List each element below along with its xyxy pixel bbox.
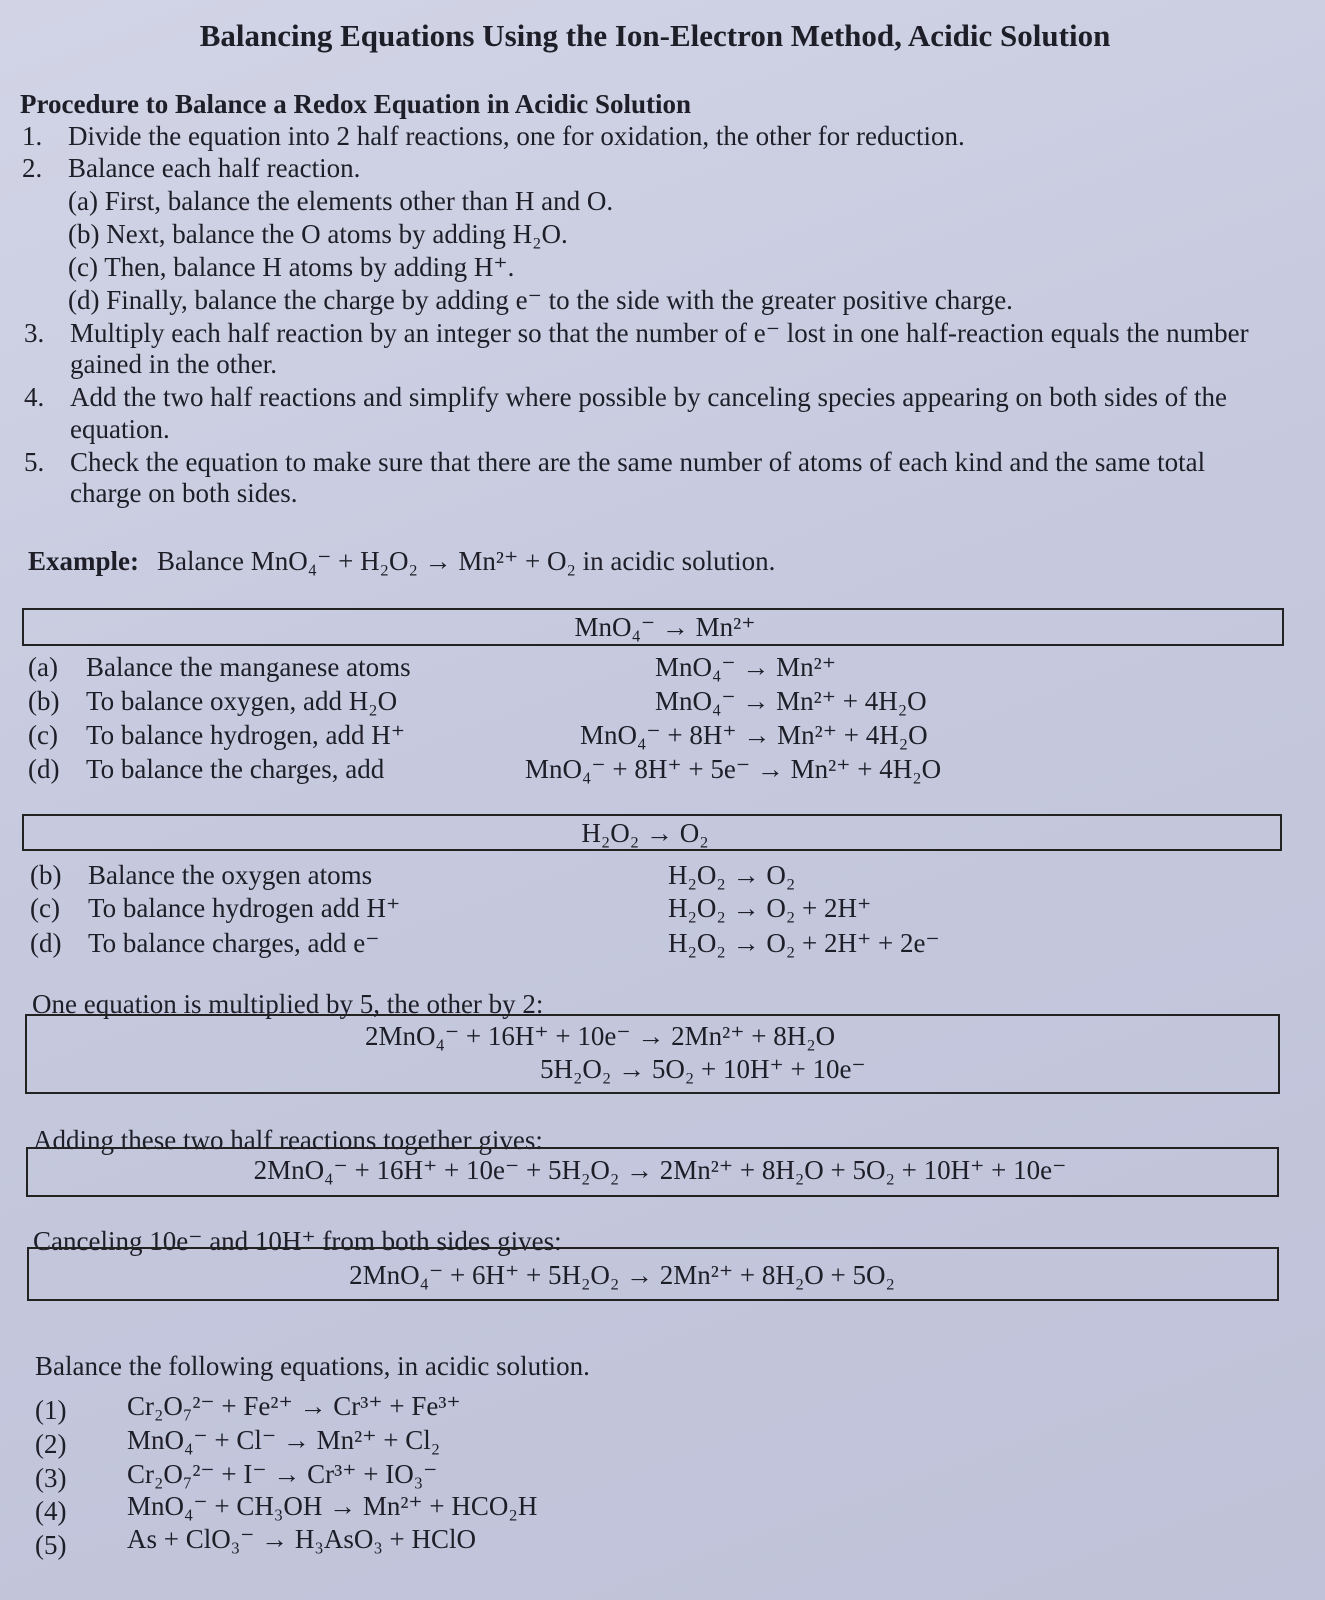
- row-desc: To balance hydrogen, add H⁺: [86, 720, 406, 750]
- adding-text: Adding these two half reactions together gives:: [33, 1125, 543, 1155]
- exercise-number: (3): [35, 1463, 67, 1493]
- example-text: Balance MnO₄⁻ + H₂O₂ → Mn²⁺ + O₂ in acidic solution.: [157, 546, 776, 576]
- row-equation: MnO₄⁻ + 8H⁺ + 5e⁻ → Mn²⁺ + 4H₂O: [525, 754, 942, 784]
- row-desc: Balance the oxygen atoms: [88, 860, 373, 890]
- exercise-equation: MnO₄⁻ + Cl⁻ → Mn²⁺ + Cl₂: [127, 1425, 441, 1455]
- row-label: (d): [30, 928, 62, 958]
- row-label: (c): [28, 720, 58, 750]
- row-desc: To balance hydrogen add H⁺: [88, 893, 401, 923]
- step-text: Check the equation to make sure that there are the same number of atoms of each kind and the same total: [70, 447, 1206, 477]
- substep: (c) Then, balance H atoms by adding H⁺.: [68, 252, 515, 282]
- example-label: Example:: [28, 546, 139, 576]
- step-text: gained in the other.: [70, 349, 277, 379]
- row-equation: MnO₄⁻ → Mn²⁺: [655, 652, 837, 682]
- step-number: 3.: [24, 318, 45, 348]
- multiply-text: One equation is multiplied by 5, the other by 2:: [32, 989, 544, 1019]
- exercise-equation: Cr₂O₇²⁻ + I⁻ → Cr³⁺ + IO₃⁻: [127, 1459, 438, 1489]
- row-label: (d): [28, 754, 60, 784]
- multiplied-equation-2: 5H₂O₂ → 5O₂ + 10H⁺ + 10e⁻: [540, 1054, 866, 1084]
- substep: (a) First, balance the elements other than H and O.: [68, 186, 614, 216]
- row-equation: MnO₄⁻ → Mn²⁺ + 4H₂O: [655, 686, 927, 716]
- row-desc: To balance the charges, add: [86, 754, 385, 784]
- row-desc: To balance oxygen, add H₂O: [86, 686, 398, 716]
- procedure-heading: Procedure to Balance a Redox Equation in Acidic Solution: [20, 89, 692, 119]
- half-reaction-1-header: MnO₄⁻ → Mn²⁺: [574, 612, 756, 642]
- substep: (d) Finally, balance the charge by adding e⁻ to the side with the greater positive charge.: [68, 285, 1013, 315]
- row-equation: H₂O₂ → O₂ + 2H⁺ + 2e⁻: [668, 928, 940, 958]
- step-number: 1.: [22, 121, 43, 151]
- step-text: Add the two half reactions and simplify where possible by canceling species appearing on both sides of the: [70, 382, 1227, 412]
- row-label: (c): [30, 893, 60, 923]
- exercise-number: (4): [35, 1496, 67, 1526]
- exercise-number: (1): [35, 1395, 67, 1425]
- exercise-number: (5): [35, 1530, 67, 1560]
- exercises-heading: Balance the following equations, in acidic solution.: [35, 1351, 590, 1381]
- step-text: Divide the equation into 2 half reactions, one for oxidation, the other for reduction.: [68, 121, 965, 151]
- step-number: 4.: [24, 382, 45, 412]
- exercise-equation: As + ClO₃⁻ → H₃AsO₃ + HClO: [127, 1524, 476, 1554]
- row-label: (b): [30, 860, 62, 890]
- final-equation: 2MnO₄⁻ + 6H⁺ + 5H₂O₂ → 2Mn²⁺ + 8H₂O + 5O₂: [349, 1260, 895, 1290]
- page-title: Balancing Equations Using the Ion-Electron Method, Acidic Solution: [199, 18, 1111, 53]
- substep: (b) Next, balance the O atoms by adding H₂O.: [68, 219, 568, 249]
- row-equation: MnO₄⁻ + 8H⁺ → Mn²⁺ + 4H₂O: [580, 720, 928, 750]
- exercise-equation: MnO₄⁻ + CH₃OH → Mn²⁺ + HCO₂H: [127, 1491, 538, 1521]
- canceling-text: Canceling 10e⁻ and 10H⁺ from both sides gives:: [33, 1226, 562, 1256]
- row-equation: H₂O₂ → O₂: [668, 860, 796, 890]
- adding-equation: 2MnO₄⁻ + 16H⁺ + 10e⁻ + 5H₂O₂ → 2Mn²⁺ + 8H₂O + 5O₂ + 10H⁺ + 10e⁻: [253, 1155, 1067, 1185]
- row-label: (a): [28, 652, 58, 682]
- exercise-number: (2): [35, 1429, 67, 1459]
- row-label: (b): [28, 686, 60, 716]
- step-text: Multiply each half reaction by an integer so that the number of e⁻ lost in one half-reaction equals the number: [70, 318, 1249, 348]
- step-text: equation.: [70, 414, 170, 444]
- row-equation: H₂O₂ → O₂ + 2H⁺: [668, 893, 872, 923]
- half-reaction-2-header: H₂O₂ → O₂: [581, 818, 709, 848]
- multiplied-equation-1: 2MnO₄⁻ + 16H⁺ + 10e⁻ → 2Mn²⁺ + 8H₂O: [365, 1021, 836, 1051]
- row-desc: To balance charges, add e⁻: [88, 928, 380, 958]
- row-desc: Balance the manganese atoms: [86, 652, 411, 682]
- step-number: 5.: [24, 447, 45, 477]
- exercise-equation: Cr₂O₇²⁻ + Fe²⁺ → Cr³⁺ + Fe³⁺: [127, 1391, 461, 1421]
- step-text: Balance each half reaction.: [68, 153, 361, 183]
- step-number: 2.: [22, 153, 43, 183]
- step-text: charge on both sides.: [70, 478, 298, 508]
